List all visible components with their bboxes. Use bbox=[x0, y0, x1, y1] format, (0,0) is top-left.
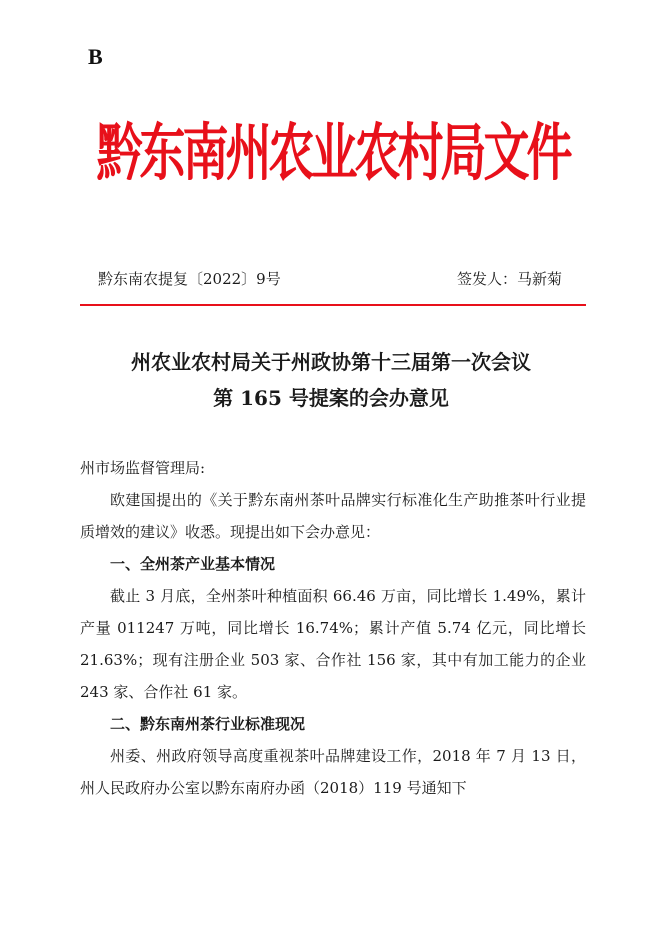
title-line-2: 第 165 号提案的会办意见 bbox=[213, 386, 449, 410]
section-1-paragraph: 截止 3 月底，全州茶叶种植面积 66.46 万亩，同比增长 1.49%，累计产量 011247 万吨，同比增长 16.74%；累计产值 5.74 亿元，同比增长 21.63%；现有注册企业 503 家、合作社 156 家，其中有加工能力的企业 243 家、合作社 61 家。 bbox=[80, 587, 586, 701]
addressee: 州市场监督管理局: bbox=[80, 459, 206, 477]
security-grade-mark: B bbox=[88, 44, 103, 69]
title-line-1: 州农业农村局关于州政协第十三届第一次会议 bbox=[131, 350, 531, 374]
section-1-heading: 一、全州茶产业基本情况 bbox=[110, 555, 276, 573]
document-title bbox=[60, 344, 602, 416]
signer: 签发人：马新菊 bbox=[456, 270, 562, 288]
red-divider-rule bbox=[80, 304, 586, 306]
document-number-row bbox=[98, 268, 562, 289]
section-2-heading: 二、黔东南州茶行业标准现况 bbox=[110, 715, 306, 733]
document-number: 黔东南农提复〔2022〕9号 bbox=[98, 270, 281, 288]
document-masthead: 黔东南州农业农村局文件 bbox=[96, 116, 570, 190]
document-body bbox=[80, 452, 586, 804]
intro-paragraph: 欧建国提出的《关于黔东南州茶叶品牌实行标准化生产助推茶叶行业提质增效的建议》收悉。现提出如下会办意见： bbox=[80, 491, 586, 541]
section-2-paragraph: 州委、州政府领导高度重视茶叶品牌建设工作，2018 年 7 月 13 日，州人民政府办公室以黔东南府办函（2018）119 号通知下 bbox=[80, 747, 586, 797]
